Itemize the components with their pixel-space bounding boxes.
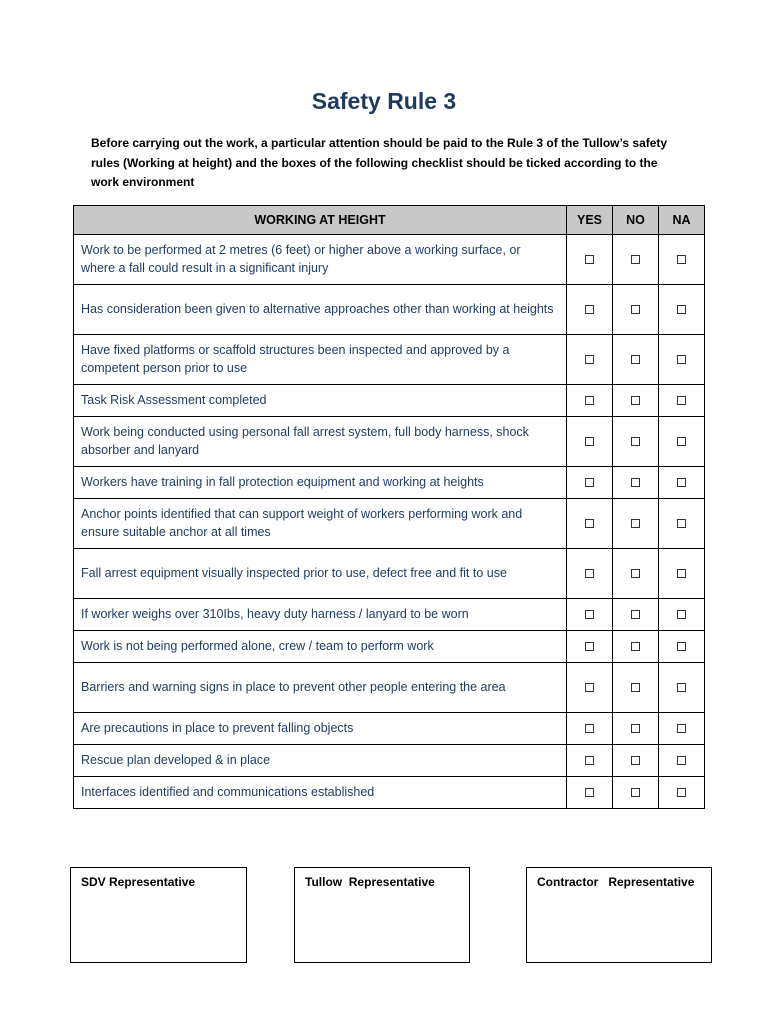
sdv-representative-box[interactable] xyxy=(70,867,247,963)
na-cell xyxy=(659,335,705,385)
na-checkbox[interactable] xyxy=(677,396,686,405)
no-checkbox[interactable] xyxy=(631,724,640,733)
na-cell xyxy=(659,745,705,777)
na-cell xyxy=(659,549,705,599)
table-row xyxy=(74,663,705,713)
no-checkbox[interactable] xyxy=(631,610,640,619)
sdv-representative-label: SDV Representative xyxy=(81,875,196,889)
table-row xyxy=(74,417,705,467)
no-cell xyxy=(613,335,659,385)
table-row xyxy=(74,385,705,417)
na-cell xyxy=(659,599,705,631)
no-cell xyxy=(613,285,659,335)
checklist-question: Work is not being performed alone, crew / team to perform work xyxy=(74,631,567,663)
no-cell xyxy=(613,599,659,631)
no-checkbox[interactable] xyxy=(631,756,640,765)
contractor-representative-label: Contractor Representative xyxy=(537,875,695,889)
no-cell xyxy=(613,549,659,599)
no-cell xyxy=(613,467,659,499)
na-checkbox[interactable] xyxy=(677,305,686,314)
na-cell xyxy=(659,417,705,467)
na-cell xyxy=(659,663,705,713)
no-cell xyxy=(613,499,659,549)
no-checkbox[interactable] xyxy=(631,255,640,264)
header-working-at-height: WORKING AT HEIGHT xyxy=(74,206,567,235)
no-checkbox[interactable] xyxy=(631,478,640,487)
table-row xyxy=(74,777,705,809)
no-checkbox[interactable] xyxy=(631,355,640,364)
yes-checkbox[interactable] xyxy=(585,255,594,264)
na-checkbox[interactable] xyxy=(677,642,686,651)
na-cell xyxy=(659,713,705,745)
na-checkbox[interactable] xyxy=(677,478,686,487)
na-cell xyxy=(659,385,705,417)
no-cell xyxy=(613,417,659,467)
table-row xyxy=(74,745,705,777)
checklist-question: Interfaces identified and communications established xyxy=(74,777,567,809)
yes-checkbox[interactable] xyxy=(585,305,594,314)
yes-cell xyxy=(567,663,613,713)
no-cell xyxy=(613,631,659,663)
yes-checkbox[interactable] xyxy=(585,642,594,651)
page-title: Safety Rule 3 xyxy=(311,88,457,114)
checklist-question: Task Risk Assessment completed xyxy=(74,385,567,417)
checklist-question: Are precautions in place to prevent falling objects xyxy=(74,713,567,745)
table-row xyxy=(74,499,705,549)
tullow-representative-label: Tullow Representative xyxy=(305,875,435,889)
na-checkbox[interactable] xyxy=(677,610,686,619)
na-cell xyxy=(659,499,705,549)
na-checkbox[interactable] xyxy=(677,788,686,797)
no-checkbox[interactable] xyxy=(631,437,640,446)
na-cell xyxy=(659,631,705,663)
table-row xyxy=(74,631,705,663)
no-checkbox[interactable] xyxy=(631,683,640,692)
yes-checkbox[interactable] xyxy=(585,610,594,619)
na-checkbox[interactable] xyxy=(677,355,686,364)
yes-cell xyxy=(567,745,613,777)
no-cell xyxy=(613,745,659,777)
checklist-question: Has consideration been given to alternative approaches other than working at heights xyxy=(74,285,567,335)
yes-cell xyxy=(567,385,613,417)
yes-cell xyxy=(567,549,613,599)
yes-cell xyxy=(567,335,613,385)
yes-checkbox[interactable] xyxy=(585,756,594,765)
no-cell xyxy=(613,235,659,285)
yes-cell xyxy=(567,777,613,809)
contractor-representative-box[interactable] xyxy=(526,867,712,963)
na-cell xyxy=(659,285,705,335)
na-checkbox[interactable] xyxy=(677,756,686,765)
table-row xyxy=(74,549,705,599)
na-checkbox[interactable] xyxy=(677,255,686,264)
na-checkbox[interactable] xyxy=(677,569,686,578)
yes-cell xyxy=(567,713,613,745)
yes-checkbox[interactable] xyxy=(585,396,594,405)
checklist-question: Workers have training in fall protection equipment and working at heights xyxy=(74,467,567,499)
yes-cell xyxy=(567,285,613,335)
yes-cell xyxy=(567,235,613,285)
checklist-question: Rescue plan developed & in place xyxy=(74,745,567,777)
yes-cell xyxy=(567,599,613,631)
na-checkbox[interactable] xyxy=(677,437,686,446)
table-row xyxy=(74,235,705,285)
na-checkbox[interactable] xyxy=(677,683,686,692)
table-row xyxy=(74,285,705,335)
no-checkbox[interactable] xyxy=(631,569,640,578)
yes-cell xyxy=(567,417,613,467)
na-checkbox[interactable] xyxy=(677,724,686,733)
yes-cell xyxy=(567,631,613,663)
checklist-question: Work to be performed at 2 metres (6 feet) or higher above a working surface, or where a fall could result in a significant injury xyxy=(74,235,567,285)
header-na: NA xyxy=(659,206,705,235)
tullow-representative-box[interactable] xyxy=(294,867,470,963)
no-checkbox[interactable] xyxy=(631,642,640,651)
table-row xyxy=(74,467,705,499)
checklist-question: Barriers and warning signs in place to prevent other people entering the area xyxy=(74,663,567,713)
checklist-question: Have fixed platforms or scaffold structures been inspected and approved by a competent person prior to use xyxy=(74,335,567,385)
checklist-question: Anchor points identified that can support weight of workers performing work and ensure suitable anchor at all times xyxy=(74,499,567,549)
na-cell xyxy=(659,235,705,285)
yes-checkbox[interactable] xyxy=(585,788,594,797)
yes-checkbox[interactable] xyxy=(585,437,594,446)
table-row xyxy=(74,599,705,631)
no-cell xyxy=(613,385,659,417)
checklist-question: Fall arrest equipment visually inspected prior to use, defect free and fit to use xyxy=(74,549,567,599)
yes-checkbox[interactable] xyxy=(585,724,594,733)
header-no: NO xyxy=(613,206,659,235)
yes-checkbox[interactable] xyxy=(585,569,594,578)
table-row xyxy=(74,713,705,745)
no-checkbox[interactable] xyxy=(631,788,640,797)
yes-checkbox[interactable] xyxy=(585,478,594,487)
yes-checkbox[interactable] xyxy=(585,683,594,692)
table-header-row xyxy=(74,206,705,235)
na-cell xyxy=(659,777,705,809)
working-at-height-checklist xyxy=(73,205,705,809)
na-checkbox[interactable] xyxy=(677,519,686,528)
checklist-question: If worker weighs over 310Ibs, heavy duty harness / lanyard to be worn xyxy=(74,599,567,631)
yes-checkbox[interactable] xyxy=(585,519,594,528)
yes-checkbox[interactable] xyxy=(585,355,594,364)
table-row xyxy=(74,335,705,385)
no-checkbox[interactable] xyxy=(631,396,640,405)
yes-cell xyxy=(567,467,613,499)
no-cell xyxy=(613,663,659,713)
no-checkbox[interactable] xyxy=(631,519,640,528)
no-cell xyxy=(613,777,659,809)
checklist-question: Work being conducted using personal fall arrest system, full body harness, shock absorber and lanyard xyxy=(74,417,567,467)
no-checkbox[interactable] xyxy=(631,305,640,314)
intro-text: Before carrying out the work, a particular attention should be paid to the Rule 3 of the Tullow’s safety rules (Working at height) and the boxes of the following checklist should be ticked according to the work environment xyxy=(91,136,668,189)
yes-cell xyxy=(567,499,613,549)
header-yes: YES xyxy=(567,206,613,235)
na-cell xyxy=(659,467,705,499)
no-cell xyxy=(613,713,659,745)
